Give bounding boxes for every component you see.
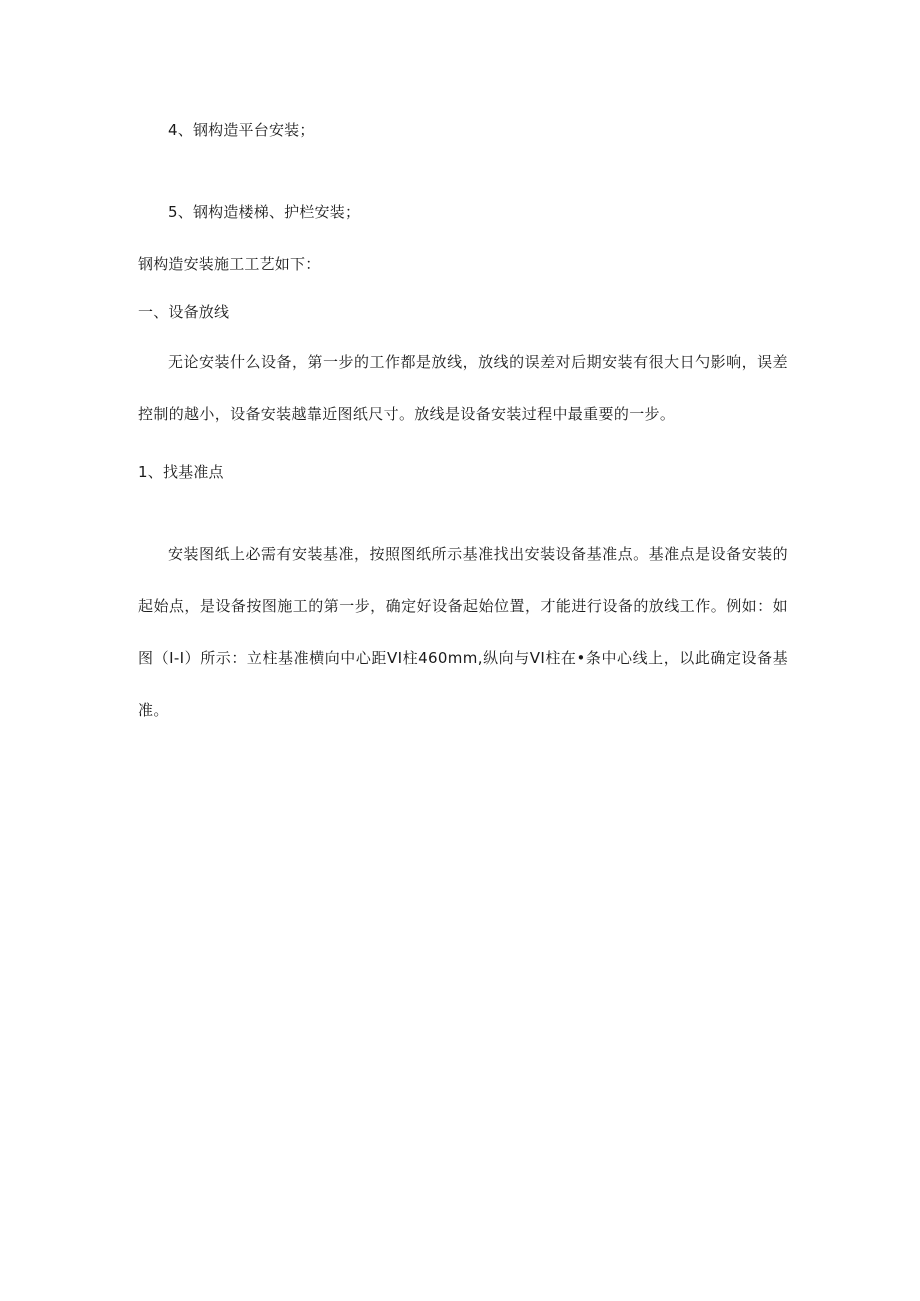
intro-text: 钢构造安装施工工艺如下： (138, 255, 321, 273)
section-heading: 一、设备放线 (138, 303, 230, 321)
subheading: 1、找基准点 (138, 463, 224, 481)
paragraph-2: 安装图纸上必需有安装基准，按照图纸所示基准找出安装设备基准点。基准点是设备安装的起始点，是设备按图施工的第一步，确定好设备起始位置，才能进行设备的放线工作。例如：如图（I-I）所示：立柱基准横向中心距VI柱460mm,纵向与VI柱在•条中心线上，以此确定设备基准。 (138, 545, 788, 719)
list-item-4: 4、钢构造平台安装； (168, 121, 315, 139)
list-item-5: 5、钢构造楼梯、护栏安装； (168, 203, 361, 221)
paragraph-1: 无论安装什么设备，第一步的工作都是放线，放线的误差对后期安装有很大日勺影响，误差控制的越小，设备安装越靠近图纸尺寸。放线是设备安装过程中最重要的一步。 (138, 353, 788, 423)
